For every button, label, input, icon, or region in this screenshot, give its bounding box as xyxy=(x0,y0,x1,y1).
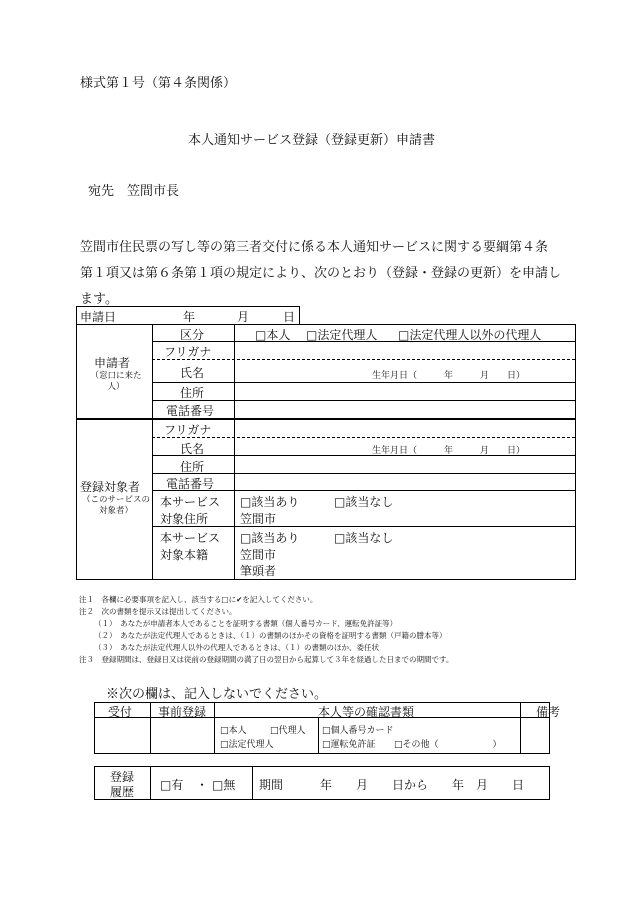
page-title: 本人通知サービス登録（登録更新）申請書 xyxy=(188,133,436,148)
col-identity-docs: 本人等の確認書類 xyxy=(318,705,415,719)
col-receipt: 受付 xyxy=(108,705,133,719)
who-agent[interactable]: □代理人 xyxy=(270,726,306,736)
body-line-2: 第１項又は第６条第１項の規定により、次のとおり（登録・登録の更新）を申請し xyxy=(80,266,562,281)
history-yes[interactable]: □有 xyxy=(160,778,184,792)
addressee: 宛先 笠間市長 xyxy=(88,184,180,199)
applicant-birthdate[interactable]: 生年月日（ 年 月 日） xyxy=(372,371,526,381)
target-address-label: 住所 xyxy=(180,460,205,474)
doc-mynumber[interactable]: □個人番号カード xyxy=(322,726,394,736)
service-domicile-city: 笠間市 xyxy=(240,548,277,562)
history-period-label: 期間 xyxy=(259,778,284,792)
service-domicile-yes[interactable]: □該当あり xyxy=(240,531,300,545)
note-2: 注２ 次の書類を提示又は提出してください。 xyxy=(79,607,237,616)
target-name-field[interactable] xyxy=(236,439,366,454)
service-address-yes[interactable]: □該当あり xyxy=(240,495,300,509)
history-dot: ・ xyxy=(196,778,209,792)
target-label: 登録対象者 xyxy=(80,480,141,494)
applicant-address-field[interactable] xyxy=(236,384,572,399)
application-date-box[interactable] xyxy=(76,306,300,325)
service-domicile-label-1: 本サービス xyxy=(160,531,221,545)
note-2-3: （３） あなたが法定代理人以外の代理人であるときは、（１）の書類のほか、委任状 xyxy=(94,643,379,652)
category-label: 区分 xyxy=(180,328,205,342)
col-pre-registration: 事前登録 xyxy=(158,705,207,719)
col-remarks: 備考 xyxy=(536,705,561,719)
applicant-name-label: 氏名 xyxy=(180,366,205,380)
category-option-legal[interactable]: □法定代理人 xyxy=(306,328,378,342)
head-of-family-label: 筆頭者 xyxy=(240,564,277,578)
history-label-2: 履歴 xyxy=(110,785,135,799)
service-address-label-2: 対象住所 xyxy=(160,512,209,526)
who-legal[interactable]: □法定代理人 xyxy=(220,740,274,750)
body-line-3: ます。 xyxy=(80,292,118,307)
target-furigana-label: フリガナ xyxy=(164,423,212,437)
target-furigana-field[interactable] xyxy=(236,421,572,436)
service-address-label-1: 本サービス xyxy=(160,495,221,509)
date-year: 年 xyxy=(183,310,196,324)
note-2-1: （１） あなたが申請者本人であることを証明する書類（個人番号カード、運転免許証等） xyxy=(94,619,398,628)
target-phone-label: 電話番号 xyxy=(166,477,215,491)
applicant-furigana-label: フリガナ xyxy=(164,345,212,359)
office-use-heading: ※次の欄は、記入しないでください。 xyxy=(106,687,328,702)
applicant-furigana-field[interactable] xyxy=(236,343,572,358)
doc-license[interactable]: □運転免許証 xyxy=(322,740,376,750)
target-phone-field[interactable] xyxy=(236,475,572,489)
applicant-phone-field[interactable] xyxy=(236,402,572,417)
applicant-sublabel: （窓口に来た人） xyxy=(90,371,142,392)
target-sublabel: （このサービスの対象者） xyxy=(82,495,151,516)
who-self[interactable]: □本人 xyxy=(220,726,247,736)
service-address-city: 笠間市 xyxy=(240,512,277,526)
application-date-label: 申請日 xyxy=(80,310,117,324)
applicant-phone-label: 電話番号 xyxy=(166,404,215,418)
history-no[interactable]: □無 xyxy=(212,778,236,792)
history-period-dates[interactable]: 年 月 日から 年 月 日 xyxy=(320,778,525,792)
service-address-no[interactable]: □該当なし xyxy=(334,495,394,509)
body-line-1: 笠間市住民票の写し等の第三者交付に係る本人通知サービスに関する要綱第４条 xyxy=(80,240,549,255)
category-option-self[interactable]: □本人 xyxy=(255,328,291,342)
service-domicile-no[interactable]: □該当なし xyxy=(334,531,394,545)
doc-other[interactable]: □その他（ ） xyxy=(394,740,502,750)
date-month: 月 xyxy=(237,310,250,324)
history-label-1: 登録 xyxy=(110,770,135,784)
applicant-address-label: 住所 xyxy=(180,386,205,400)
service-domicile-label-2: 対象本籍 xyxy=(160,548,209,562)
form-number: 様式第１号（第４条関係） xyxy=(80,76,237,91)
target-name-label: 氏名 xyxy=(180,442,205,456)
category-option-other[interactable]: □法定代理人以外の代理人 xyxy=(398,328,542,342)
target-address-field[interactable] xyxy=(236,457,572,472)
date-day: 日 xyxy=(283,310,296,324)
note-2-2: （２） あなたが法定代理人であるときは、（１）の書類のほかその資格を証明する書類（戸籍の謄本等） xyxy=(94,631,447,640)
applicant-name-field[interactable] xyxy=(236,362,366,380)
applicant-label: 申請者 xyxy=(94,356,131,370)
target-birthdate[interactable]: 生年月日（ 年 月 日） xyxy=(372,446,526,456)
note-3: 注３ 登録期間は、登録日又は従前の登録期間の満了日の翌日から起算して３年を経過した日までの期間です。 xyxy=(79,655,454,664)
note-1: 注１ 各欄に必要事項を記入し、該当する□に✔を記入してください。 xyxy=(79,595,318,604)
